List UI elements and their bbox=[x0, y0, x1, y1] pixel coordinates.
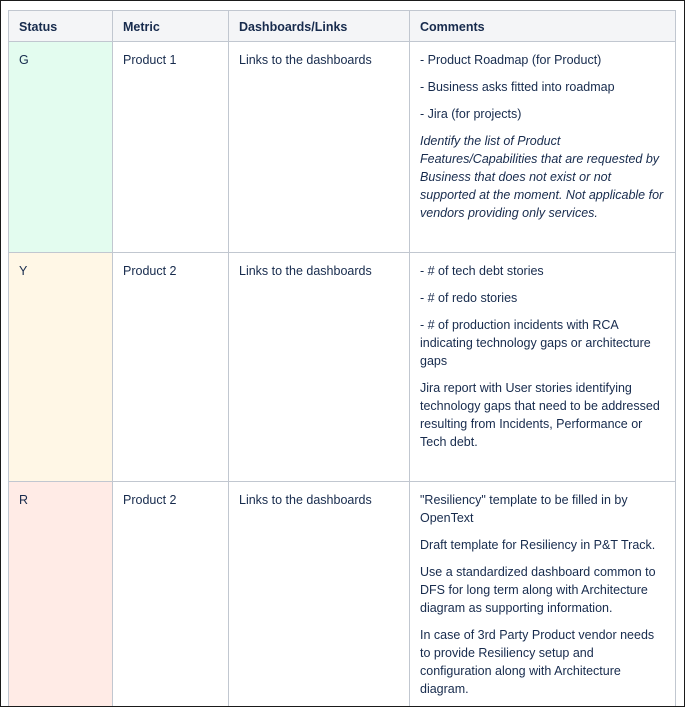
status-table bbox=[8, 10, 676, 707]
comment-line: - # of production incidents with RCA indicating technology gaps or architecture gaps bbox=[420, 318, 651, 368]
comment-line: - # of redo stories bbox=[420, 291, 518, 305]
comment-line: "Resiliency" template to be filled in by OpenText bbox=[420, 493, 628, 525]
comment-line: Jira report with User stories identifying technology gaps that need to be addressed resulting from Incidents, Performance or Tech debt. bbox=[420, 381, 660, 449]
header-status: Status bbox=[9, 11, 113, 42]
comment-line: - Business asks fitted into roadmap bbox=[420, 80, 615, 94]
status-cell-green: G bbox=[9, 42, 113, 253]
dashboard-link-cell: Links to the dashboards bbox=[229, 42, 410, 253]
metric-cell: Product 1 bbox=[113, 42, 229, 253]
comment-note: Identify the list of Product Features/Capabilities that are requested by Business that does not exist or not supported at the moment. Not applicable for vendors providing only services. bbox=[420, 134, 664, 220]
comment-line: Draft template for Resiliency in P&T Track. bbox=[420, 538, 656, 552]
metric-cell: Product 2 bbox=[113, 482, 229, 707]
header-dashboards-links: Dashboards/Links bbox=[229, 11, 410, 42]
metric-cell: Product 2 bbox=[113, 253, 229, 482]
comments-cell bbox=[410, 42, 676, 253]
comment-line: In case of 3rd Party Product vendor needs to provide Resiliency setup and configuration along with Architecture diagram. bbox=[420, 628, 655, 696]
dashboard-link-cell: Links to the dashboards bbox=[229, 253, 410, 482]
table-row bbox=[9, 42, 676, 253]
status-cell-yellow: Y bbox=[9, 253, 113, 482]
comment-line: - Jira (for projects) bbox=[420, 107, 522, 121]
table-row bbox=[9, 253, 676, 482]
header-row bbox=[9, 11, 676, 42]
comments-cell bbox=[410, 253, 676, 482]
header-metric: Metric bbox=[113, 11, 229, 42]
comment-line: - Product Roadmap (for Product) bbox=[420, 53, 602, 67]
comment-line: - # of tech debt stories bbox=[420, 264, 544, 278]
comments-cell bbox=[410, 482, 676, 707]
table-row bbox=[9, 482, 676, 707]
comment-line: Use a standardized dashboard common to DFS for long term along with Architecture diagram as supporting information. bbox=[420, 565, 656, 615]
status-cell-red: R bbox=[9, 482, 113, 707]
dashboard-link-cell: Links to the dashboards bbox=[229, 482, 410, 707]
header-comments: Comments bbox=[410, 11, 676, 42]
